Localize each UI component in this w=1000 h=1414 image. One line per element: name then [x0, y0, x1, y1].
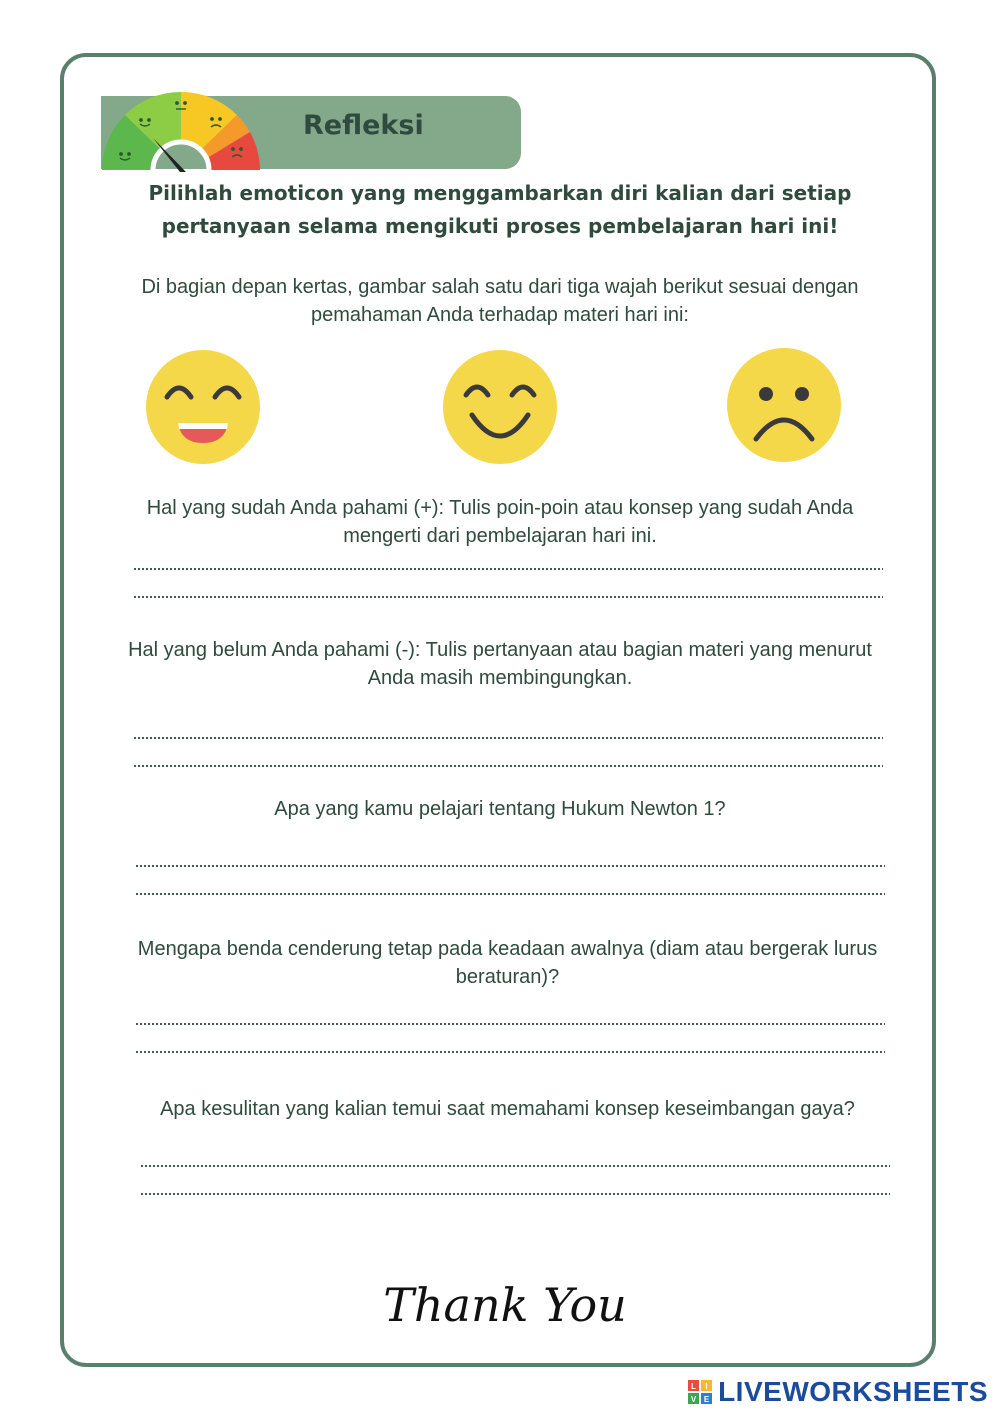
question-not-understood: Hal yang belum Anda pahami (-): Tulis pertanyaan atau bagian materi yang menurut Anda masih membingungkan. [128, 639, 872, 689]
logo-letter-e: E [703, 1395, 710, 1404]
thank-you-text: Thank You [383, 1278, 627, 1332]
answer-line[interactable] [135, 864, 885, 868]
answer-line[interactable] [135, 1022, 885, 1026]
liveworksheets-logo-icon [688, 1380, 712, 1404]
laughing-face-icon [145, 349, 261, 465]
smiling-face-icon [442, 349, 558, 465]
question-inertia: Mengapa benda cenderung tetap pada keadaan awalnya (diam atau bergerak lurus beraturan)? [137, 938, 878, 988]
logo-letter-v: V [690, 1395, 697, 1404]
mood-gauge-icon [100, 92, 262, 172]
liveworksheets-logo [688, 1376, 988, 1408]
frowning-face-icon [726, 347, 842, 463]
answer-line[interactable] [133, 595, 883, 599]
logo-letter-l: L [691, 1382, 697, 1391]
answer-line[interactable] [140, 1192, 890, 1196]
answer-line[interactable] [135, 892, 885, 896]
page-title: Refleksi [303, 110, 424, 141]
intro-text: Di bagian depan kertas, gambar salah satu dari tiga wajah berikut sesuai dengan pemahaman Anda terhadap materi hari ini: [141, 276, 859, 326]
question-understood: Hal yang sudah Anda pahami (+): Tulis poin-poin atau konsep yang sudah Anda mengerti dari pembelajaran hari ini. [146, 497, 854, 547]
logo-letter-i: I [705, 1382, 708, 1391]
answer-line[interactable] [135, 1050, 885, 1054]
page-frame [60, 53, 936, 1367]
answer-line[interactable] [133, 736, 883, 740]
question-force-balance: Apa kesulitan yang kalian temui saat memahami konsep keseimbangan gaya? [160, 1098, 855, 1120]
answer-line[interactable] [133, 764, 883, 768]
instruction-text: Pilihlah emoticon yang menggambarkan diri kalian dari setiap pertanyaan selama mengikuti proses pembelajaran hari ini! [148, 181, 852, 238]
answer-line[interactable] [133, 567, 883, 571]
question-newton-1: Apa yang kamu pelajari tentang Hukum Newton 1? [274, 798, 726, 820]
brand-name: LIVEWORKSHEETS [718, 1376, 988, 1407]
answer-line[interactable] [140, 1164, 890, 1168]
